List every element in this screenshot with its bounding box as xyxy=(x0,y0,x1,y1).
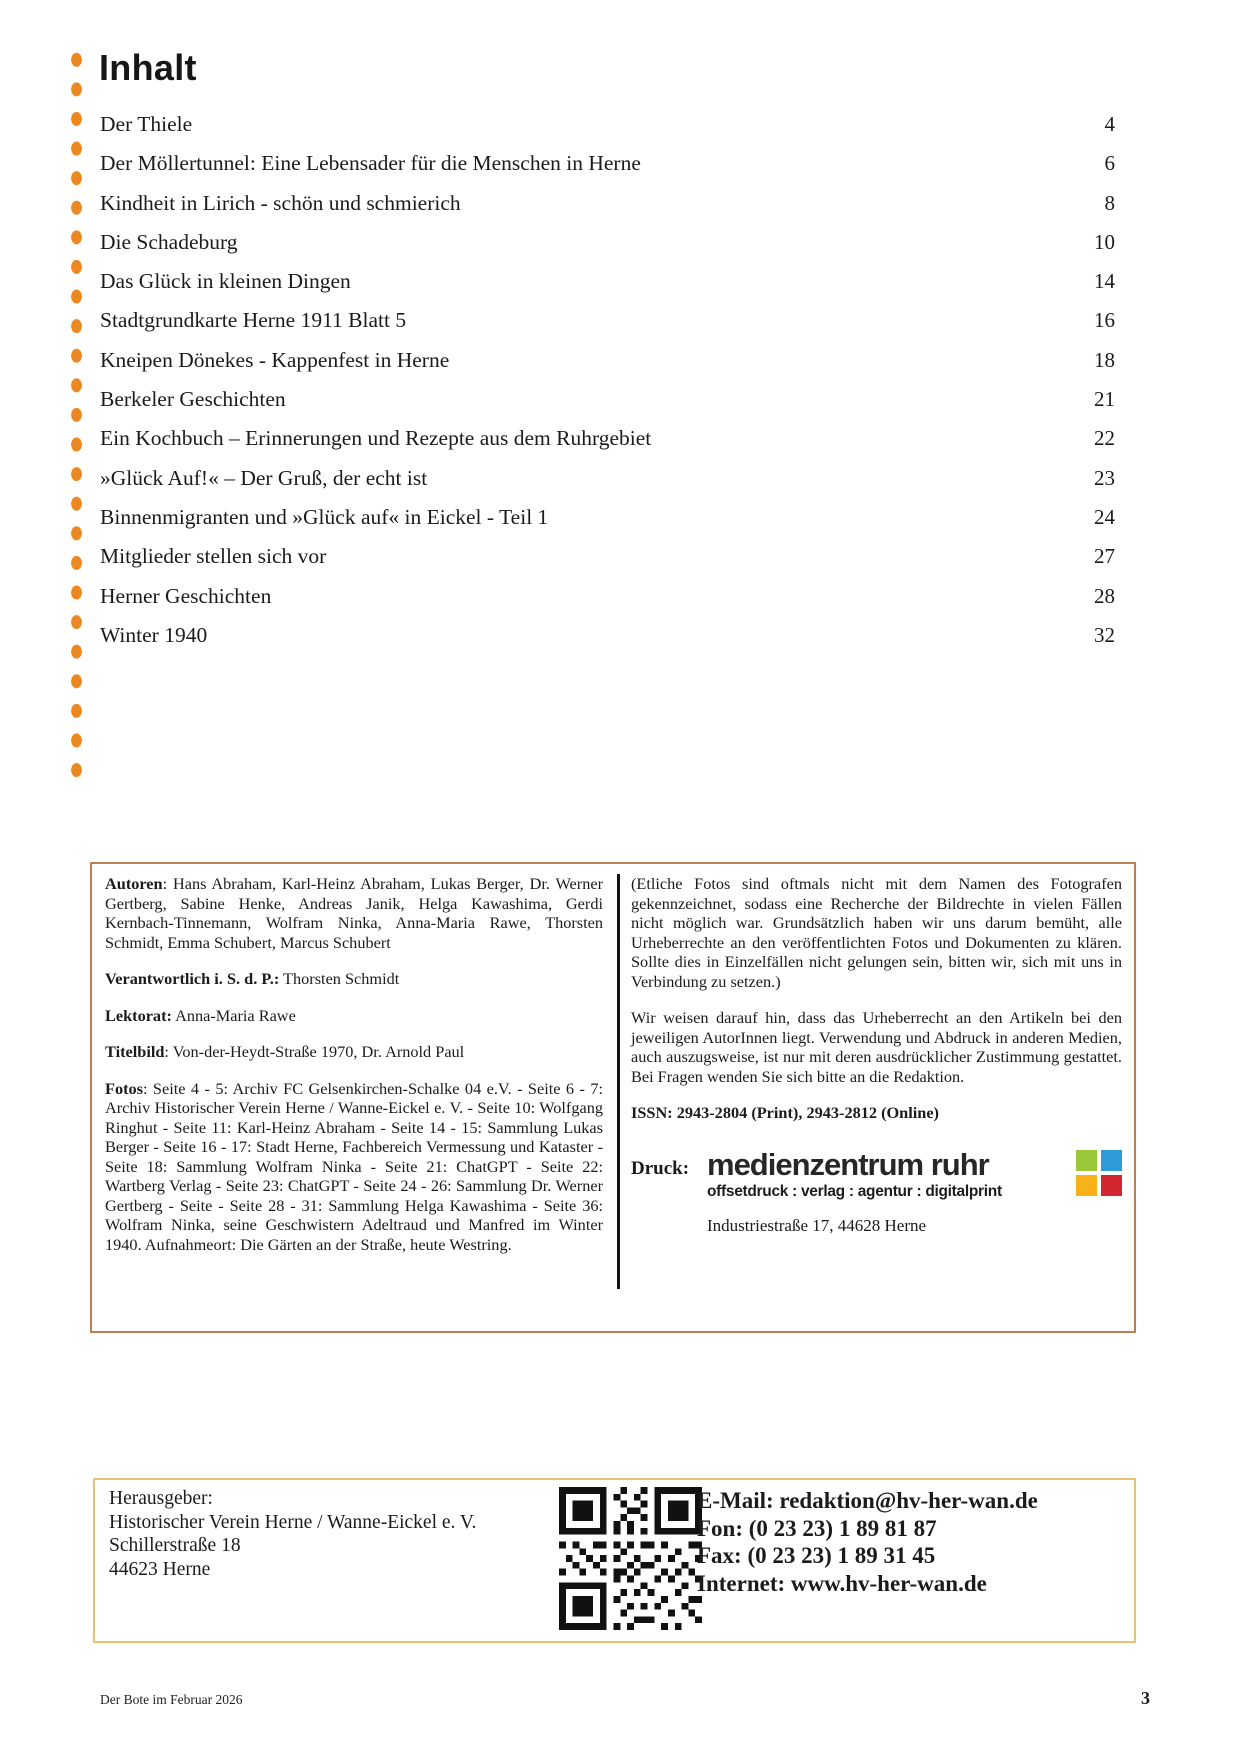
page-title: Inhalt xyxy=(99,47,197,88)
toc-entry-page: 32 xyxy=(1094,622,1115,647)
toc-entry-title: Herner Geschichten xyxy=(100,583,272,608)
titelbild-text: : Von-der-Heydt-Straße 1970, Dr. Arnold Paul xyxy=(164,1042,465,1061)
lektorat-paragraph xyxy=(105,1006,603,1026)
autoren-paragraph xyxy=(105,874,603,952)
toc-entry-title: Der Thiele xyxy=(100,112,193,136)
foto-rechte-paragraph: (Etliche Fotos sind oftmals nicht mit dem Namen des Fotografen gekennzeichnet, sodass eine Recherche der Bildrechte in vielen Fällen nicht möglich war. Grundsätzlich haben wir uns darum bemüht, alle Urheberrechte an den veröffentlichten Fotos und Dokumenten zu klären. Sollte dies in Einzelfällen nicht gelungen sein, bitten wir, sich mit uns in Verbindung zu setzen.) xyxy=(631,874,1122,991)
medienzentrum-logo xyxy=(707,1146,1122,1236)
toc-entry xyxy=(100,348,1115,387)
toc-entry xyxy=(100,269,1115,308)
impressum-box xyxy=(90,862,1136,1333)
titelbild-label: Titelbild xyxy=(105,1042,165,1061)
impressum-column-divider xyxy=(617,874,620,1289)
toc-entry xyxy=(100,466,1115,505)
toc-entry-page: 6 xyxy=(1104,151,1115,176)
logo-square-green xyxy=(1076,1150,1097,1171)
logo-square-yellow xyxy=(1076,1175,1097,1196)
toc-entry xyxy=(100,584,1115,623)
toc-entry xyxy=(100,623,1115,662)
lektorat-text: Anna-Maria Rawe xyxy=(171,1005,296,1025)
lektorat-label: Lektorat: xyxy=(105,1005,172,1025)
orange-dotted-rule xyxy=(70,45,83,785)
toc-entry-page: 18 xyxy=(1094,347,1115,372)
toc-entry-title: Kneipen Dönekes - Kappenfest in Herne xyxy=(100,347,450,372)
logo-square-blue xyxy=(1101,1150,1122,1171)
fotos-paragraph xyxy=(105,1079,603,1255)
contact-fon: Fon: (0 23 23) 1 89 81 87 xyxy=(697,1515,937,1541)
logo-wordmark: medienzentrum ruhr xyxy=(707,1146,989,1182)
fotos-text: : Seite 4 - 5: Archiv FC Gelsenkirchen-Schalke 04 e.V. - Seite 6 - 7: Archiv Historischer Verein Herne / Wanne-Eickel e. V. - Seite 10: Wolfgang Ringhut - Seite 11: Karl-Heinz Abraham - Seite 14 - 15: Sammlung Lukas Berger - Seite 16 - 17: Stadt Herne, Fachbereich Vermessung und Kataster - Seite 18: Sammlung Wolfram Ninka - Seite 21: ChatGPT - Seite 22: Wartberg Verlag - Seite 23: ChatGPT - Seite 24 - 26: Sammlung Dr. Werner Gertberg - Seite - Seite 28 - 31: Sammlung Helga Kawashima - Seite 36: Wolfram Ninka, seine Geschwistern Adeltraud und Manfred im Winter 1940. Aufnahmeort: Die Gärten an der Straße, heute Westring. xyxy=(105,1078,603,1254)
toc-entry-title: Berkeler Geschichten xyxy=(100,387,286,412)
logo-color-squares-icon xyxy=(1076,1150,1122,1196)
toc-entry-title: Kindheit in Lirich - schön und schmierich xyxy=(100,190,461,215)
toc-entry-page: 4 xyxy=(1104,112,1115,136)
toc-entry-title: Ein Kochbuch – Erinnerungen und Rezepte aus dem Ruhrgebiet xyxy=(100,426,652,451)
verantwortlich-paragraph xyxy=(105,969,603,989)
toc-entry-page: 16 xyxy=(1094,308,1115,333)
toc-entry-page: 23 xyxy=(1094,465,1115,490)
titelbild-paragraph xyxy=(105,1042,603,1062)
autoren-text: : Hans Abraham, Karl-Heinz Abraham, Lukas Berger, Dr. Werner Gertberg, Sabine Henke, Andreas Janik, Helga Kawashima, Gerdi Kernbach-Tinnemann, Wolfram Ninka, Anna-Maria Rawe, Thorsten Schmidt, Emma Schubert, Marcus Schubert xyxy=(105,874,603,952)
toc-entry xyxy=(100,505,1115,544)
publisher-line: Historischer Verein Herne / Wanne-Eickel e. V. xyxy=(109,1511,477,1533)
toc-entry-title: Mitglieder stellen sich vor xyxy=(100,544,327,569)
verantwortlich-text: Thorsten Schmidt xyxy=(279,969,400,988)
toc-entry-page: 24 xyxy=(1094,504,1115,529)
toc-entry xyxy=(100,308,1115,347)
toc-entry-page: 28 xyxy=(1094,583,1115,608)
toc-entry-title: Das Glück in kleinen Dingen xyxy=(100,269,351,294)
toc-entry xyxy=(100,387,1115,426)
publisher-box xyxy=(93,1478,1136,1643)
logo-square-red xyxy=(1101,1175,1122,1196)
druck-block xyxy=(631,1146,1122,1236)
contact-email: E-Mail: redaktion@hv-her-wan.de xyxy=(697,1488,1038,1513)
footer-page-number: 3 xyxy=(1141,1688,1150,1708)
toc-entry-page: 21 xyxy=(1094,387,1115,412)
toc-entry-title: Winter 1940 xyxy=(100,622,208,647)
toc-entry-page: 27 xyxy=(1094,544,1115,569)
toc-entry-title: »Glück Auf!« – Der Gruß, der echt ist xyxy=(100,465,428,490)
toc-entry-page: 10 xyxy=(1094,229,1115,254)
druck-address: Industriestraße 17, 44628 Herne xyxy=(707,1215,927,1235)
druck-label: Druck: xyxy=(631,1157,690,1179)
toc-entry xyxy=(100,230,1115,269)
toc-entry xyxy=(100,191,1115,230)
toc-entry-title: Stadtgrundkarte Herne 1911 Blatt 5 xyxy=(100,308,407,333)
contact-fax: Fax: (0 23 23) 1 89 31 45 xyxy=(697,1543,936,1568)
urheberrecht-paragraph: Wir weisen darauf hin, dass das Urheberrecht an den Artikeln bei den jeweiligen AutorInnen liegt. Verwendung und Abdruck in anderen Medien, auch auszugsweise, ist nur mit deren ausdrücklicher Zustimmung gestattet. Bei Fragen wenden Sie sich bitte an die Redaktion. xyxy=(631,1008,1122,1086)
publisher-contact-block xyxy=(697,1487,1038,1597)
toc-entry xyxy=(100,112,1115,151)
toc-entry-page: 22 xyxy=(1094,426,1115,451)
toc-entry xyxy=(100,544,1115,583)
publisher-line: Herausgeber: xyxy=(109,1488,213,1509)
toc-entry-title: Binnenmigranten und »Glück auf« in Eickel - Teil 1 xyxy=(100,504,549,529)
toc-entry-title: Der Möllertunnel: Eine Lebensader für die Menschen in Herne xyxy=(100,151,641,176)
table-of-contents xyxy=(100,112,1115,662)
publisher-line: Schillerstraße 18 xyxy=(109,1535,241,1556)
footer-issue-label: Der Bote im Februar 2026 xyxy=(100,1692,243,1707)
toc-entry xyxy=(100,426,1115,465)
impressum-left-column xyxy=(92,864,617,1331)
verantwortlich-label: Verantwortlich i. S. d. P.: xyxy=(105,969,280,988)
autoren-label: Autoren xyxy=(105,874,163,893)
toc-entry-page: 14 xyxy=(1094,269,1115,294)
qr-code-icon xyxy=(559,1487,702,1630)
contact-internet: Internet: www.hv-her-wan.de xyxy=(697,1570,987,1596)
toc-entry-title: Die Schadeburg xyxy=(100,229,238,254)
publisher-address-block xyxy=(109,1487,476,1581)
fotos-label: Fotos xyxy=(105,1078,143,1098)
issn-line: ISSN: 2943-2804 (Print), 2943-2812 (Online) xyxy=(631,1103,939,1122)
toc-entry xyxy=(100,151,1115,190)
toc-entry-page: 8 xyxy=(1104,190,1115,215)
publisher-line: 44623 Herne xyxy=(109,1558,211,1580)
logo-tagline: offsetdruck : verlag : agentur : digitalprint xyxy=(707,1182,1002,1200)
impressum-right-column xyxy=(617,864,1134,1331)
